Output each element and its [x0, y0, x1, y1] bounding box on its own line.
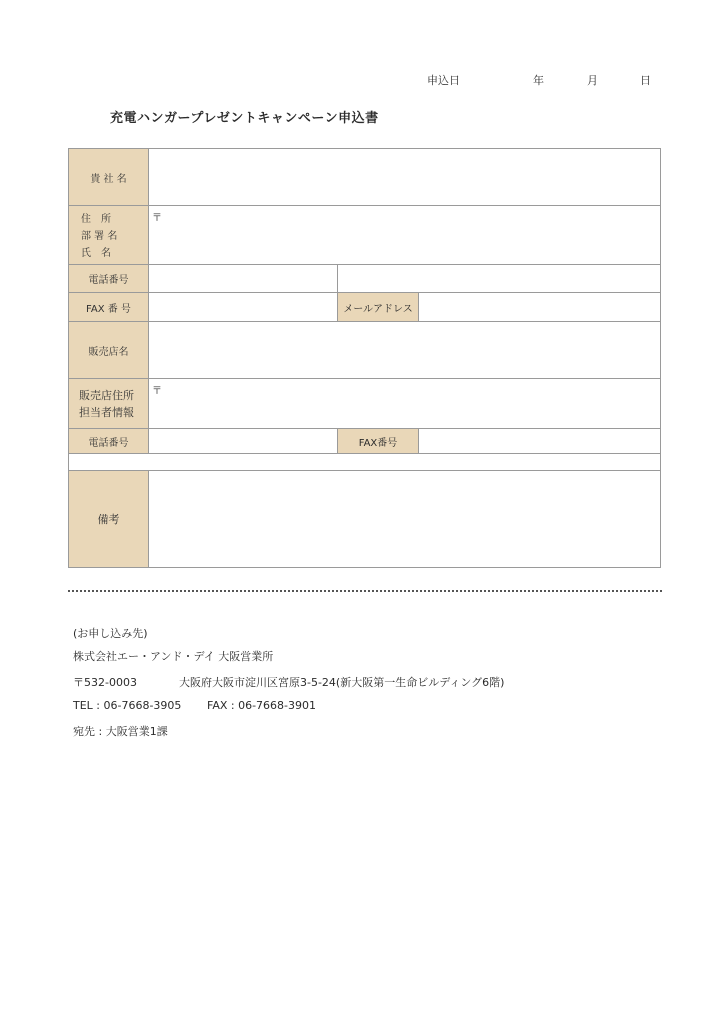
store-contact-label: 担当者情報 [79, 406, 134, 419]
store-phone-field[interactable] [149, 429, 337, 453]
store-address-field[interactable] [149, 379, 660, 428]
store-address-labels [69, 379, 149, 428]
contact-attention: 宛先 : 大阪営業1課 [73, 725, 168, 738]
address-label: 住 所 [81, 214, 111, 225]
application-date-label: 申込日 [427, 74, 460, 87]
store-address-label: 販売店住所 [79, 389, 134, 402]
application-form [68, 148, 661, 568]
name-label: 氏 名 [81, 248, 111, 259]
store-address-row [69, 379, 660, 429]
address-row [69, 206, 660, 265]
store-phone-row [69, 429, 660, 454]
cut-line [68, 590, 662, 592]
dept-label: 部 署 名 [81, 231, 118, 242]
store-field[interactable] [149, 322, 660, 378]
store-row [69, 322, 660, 379]
phone-row [69, 265, 660, 293]
company-row [69, 149, 660, 206]
remarks-label: 備考 [69, 471, 149, 567]
day-label: 日 [640, 74, 651, 87]
month-label: 月 [587, 74, 598, 87]
phone-field[interactable] [149, 265, 337, 292]
contact-fax: FAX : 06-7668-3901 [207, 699, 317, 712]
store-phone-label: 電話番号 [69, 429, 149, 453]
remarks-row [69, 471, 660, 567]
remarks-field[interactable] [149, 471, 660, 567]
phone-label: 電話番号 [69, 265, 149, 292]
contact-heading: (お申し込み先) [73, 627, 148, 640]
fax-label: FAX 番 号 [69, 293, 149, 321]
postal-mark: 〒 [152, 213, 162, 224]
email-field[interactable] [419, 293, 660, 321]
store-fax-field[interactable] [419, 429, 660, 453]
company-label: 貴 社 名 [69, 149, 149, 205]
contact-postal: 〒532-0003 [73, 676, 137, 689]
store-label: 販売店名 [69, 322, 149, 378]
fax-field[interactable] [149, 293, 337, 321]
store-fax-label: FAX番号 [337, 429, 419, 453]
address-labels [69, 206, 149, 264]
contact-tel: TEL : 06-7668-3905 [73, 699, 182, 712]
contact-company: 株式会社エー・アンド・デイ 大阪営業所 [73, 650, 274, 663]
store-postal-mark: 〒 [152, 386, 162, 397]
company-field[interactable] [149, 149, 660, 205]
contact-address: 大阪府大阪市淀川区宮原3-5-24(新大阪第一生命ビルディング6階) [179, 676, 505, 689]
fax-email-row [69, 293, 660, 322]
phone-extra-field[interactable] [338, 265, 660, 292]
year-label: 年 [533, 74, 544, 87]
form-title: 充電ハンガープレゼントキャンペーン申込書 [110, 111, 379, 126]
address-field[interactable] [149, 206, 660, 264]
spacer-row [69, 454, 660, 471]
email-label: メールアドレス [337, 293, 419, 321]
